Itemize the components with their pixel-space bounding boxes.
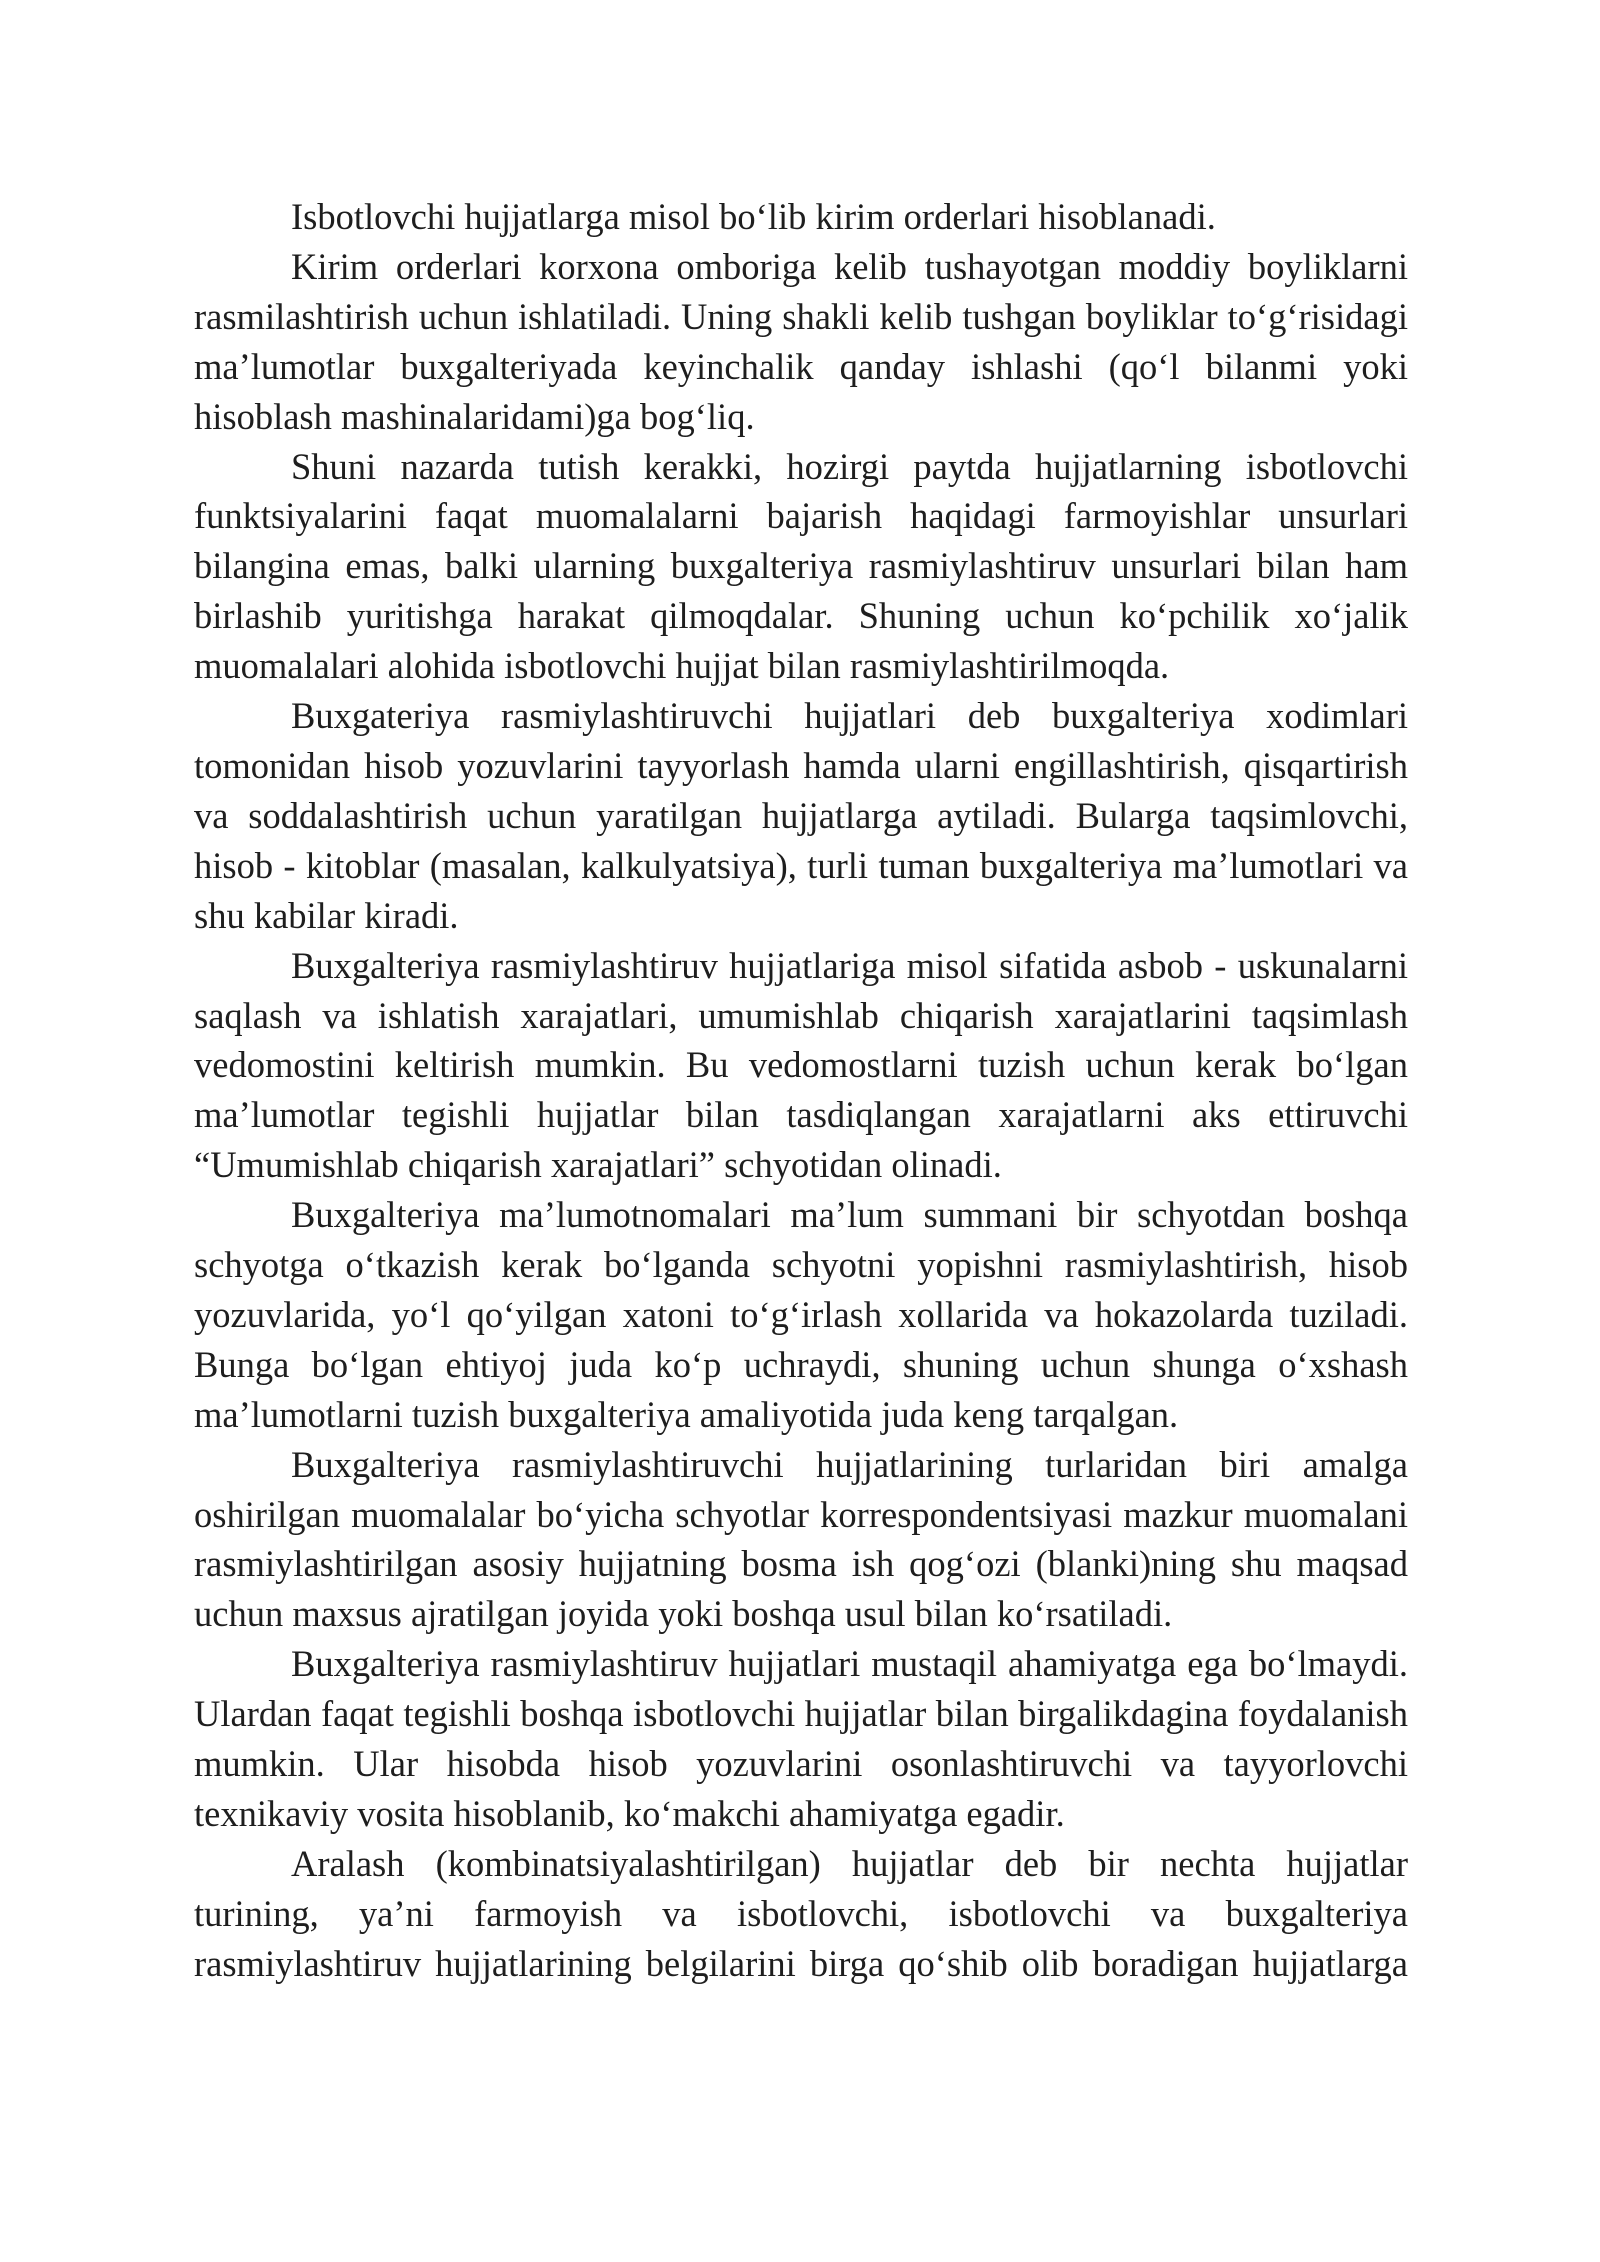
body-text [194,192,1408,1989]
paragraph: Buxgalteriya ma’lumotnomalari ma’lum summani bir schyotdan boshqa schyotga o‘tkazish kerak bo‘lganda schyotni yopishni rasmiylashtirish, hisob yozuvlarida, yo‘l qo‘yilgan xatoni to‘g‘irlash xollarida va hokazolarda tuziladi. Bunga bo‘lgan ehtiyoj juda ko‘p uchraydi, shuning uchun shunga o‘xshash ma’lumotlarni tuzish buxgalteriya amaliyotida juda keng tarqalgan. [194,1194,1408,1435]
paragraph: Kirim orderlari korxona omboriga kelib tushayotgan moddiy boyliklarni rasmilashtirish uchun ishlatiladi. Uning shakli kelib tushgan boyliklar to‘g‘risidagi ma’lumotlar buxgalteriyada keyinchalik qanday ishlashi (qo‘l bilanmi yoki hisoblash mashinalaridami)ga bog‘liq. [194,245,1408,437]
paragraph: Aralash (kombinatsiyalashtirilgan) hujjatlar deb bir nechta hujjatlar turining, ya’ni farmoyish va isbotlovchi, isbotlovchi va buxgalteriya rasmiylashtiruv hujjatlarining belgilarini birga qo‘shib olib boradigan hujjatlarga [194,1842,1408,1984]
paragraph: Buxgalteriya rasmiylashtiruvchi hujjatlarining turlaridan biri amalga oshirilgan muomalalar bo‘yicha schyotlar korrespondentsiyasi mazkur muomalani rasmiylashtirilgan asosiy hujjatning bosma ish qog‘ozi (blanki)ning shu maqsad uchun maxsus ajratilgan joyida yoki boshqa usul bilan ko‘rsatiladi. [194,1443,1408,1635]
paragraph: Buxgalteriya rasmiylashtiruv hujjatlari mustaqil ahamiyatga ega bo‘lmaydi. Ulardan faqat tegishli boshqa isbotlovchi hujjatlar bilan birgalikdagina foydalanish mumkin. Ular hisobda hisob yozuvlarini osonlashtiruvchi va tayyorlovchi texnikaviy vosita hisoblanib, ko‘makchi ahamiyatga egadir. [194,1643,1408,1834]
paragraph: Isbotlovchi hujjatlarga misol bo‘lib kirim orderlari hisoblanadi. [291,196,1216,237]
paragraph: Buxgalteriya rasmiylashtiruv hujjatlariga misol sifatida asbob - uskunalarni saqlash va ishlatish xarajatlari, umumishlab chiqarish xarajatlarini taqsimlash vedomostini keltirish mumkin. Bu vedomostlarni tuzish uchun kerak bo‘lgan ma’lumotlar tegishli hujjatlar bilan tasdiqlangan xarajatlarni aks ettiruvchi “Umumishlab chiqarish xarajatlari” schyotidan olinadi. [194,944,1408,1186]
paragraph: Shuni nazarda tutish kerakki, hozirgi paytda hujjatlarning isbotlovchi funktsiyalarini faqat muomalalarni bajarish haqidagi farmoyishlar unsurlari bilangina emas, balki ularning buxgalteriya rasmiylashtiruv unsurlari bilan ham birlashib yuritishga harakat qilmoqdalar. Shuning uchun ko‘pchilik xo‘jalik muomalalari alohida isbotlovchi hujjat bilan rasmiylashtirilmoqda. [194,445,1408,687]
paragraph: Buxgateriya rasmiylashtiruvchi hujjatlari deb buxgalteriya xodimlari tomonidan hisob yozuvlarini tayyorlash hamda ularni engillashtirish, qisqartirish va soddalashtirish uchun yaratilgan hujjatlarga aytiladi. Bularga taqsimlovchi, hisob - kitoblar (masalan, kalkulyatsiya), turli tuman buxgalteriya ma’lumotlari va shu kabilar kiradi. [194,695,1408,936]
